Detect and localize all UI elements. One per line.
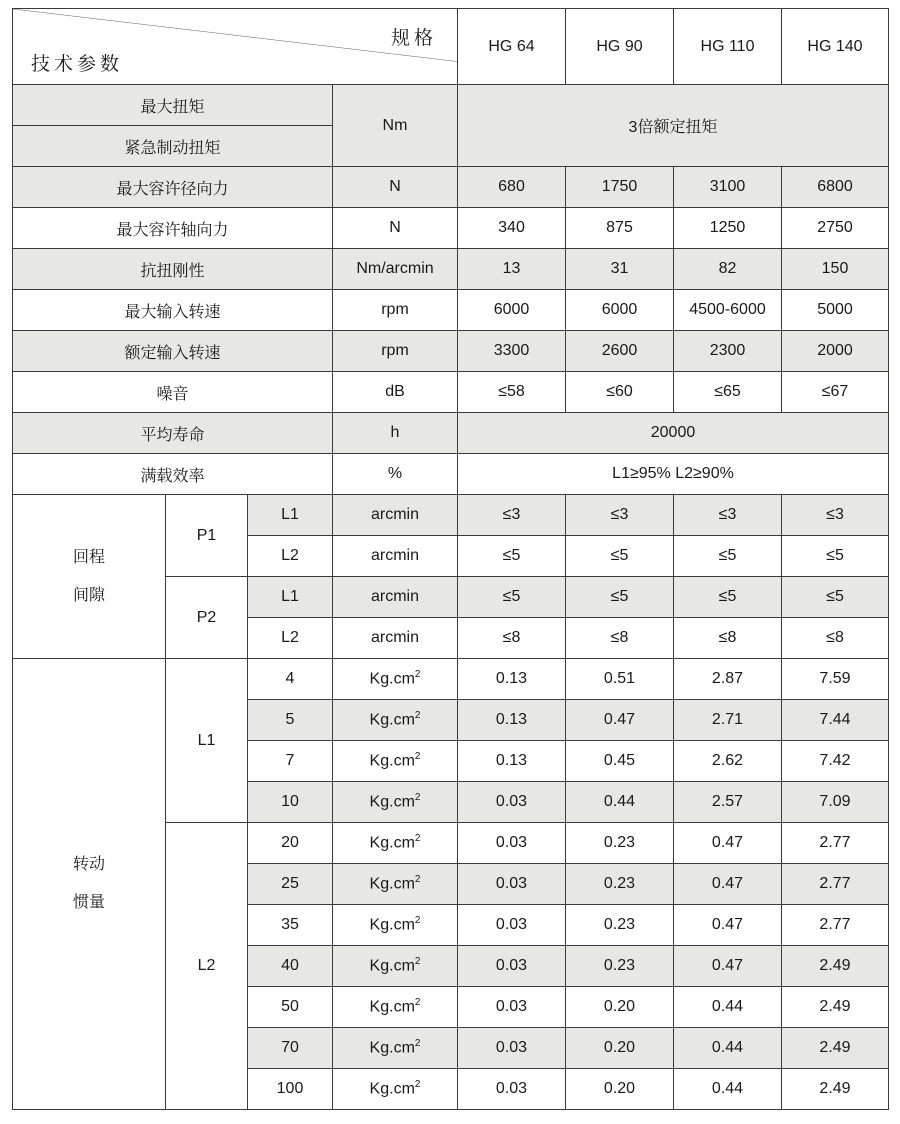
param-value: ≤3 <box>674 495 782 536</box>
ratio-label: 50 <box>248 987 333 1028</box>
param-name: 满载效率 <box>13 454 333 495</box>
unit-base: Kg.cm <box>369 916 415 934</box>
param-unit: arcmin <box>333 495 458 536</box>
unit-base: Kg.cm <box>369 793 415 811</box>
param-row <box>13 372 889 413</box>
param-unit: Nm <box>333 85 458 167</box>
param-value: 0.13 <box>458 700 566 741</box>
ratio-label: 25 <box>248 864 333 905</box>
param-value: ≤3 <box>458 495 566 536</box>
unit-sup: 2 <box>414 792 421 804</box>
unit-base: Kg.cm <box>369 752 415 770</box>
precision-label: P1 <box>166 495 248 577</box>
param-unit <box>333 905 458 946</box>
param-unit: arcmin <box>333 577 458 618</box>
param-value: 20000 <box>458 413 889 454</box>
ratio-label: 10 <box>248 782 333 823</box>
param-value: 2.49 <box>782 1028 889 1069</box>
param-value: 0.51 <box>566 659 674 700</box>
param-value: 0.20 <box>566 987 674 1028</box>
param-name: 紧急制动扭矩 <box>13 126 333 167</box>
inertia-label <box>13 659 166 1110</box>
param-unit <box>333 659 458 700</box>
param-row <box>13 290 889 331</box>
param-unit <box>333 782 458 823</box>
stage-label: L1 <box>248 577 333 618</box>
param-row <box>13 249 889 290</box>
param-value: 0.23 <box>566 905 674 946</box>
param-value: ≤5 <box>674 536 782 577</box>
param-value: 2.77 <box>782 864 889 905</box>
param-value: 3100 <box>674 167 782 208</box>
param-unit: rpm <box>333 331 458 372</box>
param-value: ≤5 <box>674 577 782 618</box>
param-value: 2300 <box>674 331 782 372</box>
param-value: 150 <box>782 249 889 290</box>
param-value: 7.42 <box>782 741 889 782</box>
param-name: 最大容许轴向力 <box>13 208 333 249</box>
param-value: 0.03 <box>458 1028 566 1069</box>
param-value: 0.23 <box>566 946 674 987</box>
param-value: L1≥95% L2≥90% <box>458 454 889 495</box>
param-value: ≤3 <box>782 495 889 536</box>
param-value: 0.13 <box>458 741 566 782</box>
param-value: 2.77 <box>782 823 889 864</box>
param-value: 1750 <box>566 167 674 208</box>
param-value: ≤3 <box>566 495 674 536</box>
param-value: 2.87 <box>674 659 782 700</box>
unit-sup: 2 <box>414 997 421 1009</box>
param-row <box>13 167 889 208</box>
param-name: 抗扭刚性 <box>13 249 333 290</box>
unit-sup: 2 <box>414 1079 421 1091</box>
inertia-label-line2: 惯量 <box>72 894 105 911</box>
param-value: 7.59 <box>782 659 889 700</box>
param-value: 0.03 <box>458 864 566 905</box>
param-value: 31 <box>566 249 674 290</box>
param-value: ≤8 <box>674 618 782 659</box>
param-unit <box>333 823 458 864</box>
param-label: 技术参数 <box>31 54 124 75</box>
backlash-label <box>13 495 166 659</box>
param-value: 82 <box>674 249 782 290</box>
param-value: 0.44 <box>674 1028 782 1069</box>
param-value: ≤5 <box>566 536 674 577</box>
backlash-label-line2: 间隙 <box>72 586 105 604</box>
param-name: 噪音 <box>13 372 333 413</box>
param-unit: % <box>333 454 458 495</box>
param-unit <box>333 700 458 741</box>
stage-label: L2 <box>248 618 333 659</box>
param-unit <box>333 864 458 905</box>
param-value: 0.44 <box>674 1069 782 1110</box>
param-unit: h <box>333 413 458 454</box>
param-value: 3倍额定扭矩 <box>458 85 889 167</box>
param-value: 0.47 <box>674 946 782 987</box>
unit-sup: 2 <box>414 874 421 886</box>
param-value: 0.47 <box>674 905 782 946</box>
inertia-row <box>13 659 889 700</box>
param-value: ≤5 <box>458 577 566 618</box>
unit-base: Kg.cm <box>369 711 415 729</box>
unit-sup: 2 <box>414 1038 421 1050</box>
unit-sup: 2 <box>414 833 421 845</box>
param-value: ≤67 <box>782 372 889 413</box>
model-header: HG 110 <box>674 9 782 85</box>
param-value: ≤5 <box>566 577 674 618</box>
param-name: 最大扭矩 <box>13 85 333 126</box>
unit-sup: 2 <box>414 669 421 681</box>
unit-sup: 2 <box>414 956 421 968</box>
param-value: 0.23 <box>566 864 674 905</box>
param-value: ≤58 <box>458 372 566 413</box>
param-value: 0.47 <box>566 700 674 741</box>
param-value: 0.45 <box>566 741 674 782</box>
param-value: 2.62 <box>674 741 782 782</box>
param-value: 340 <box>458 208 566 249</box>
param-name: 最大输入转速 <box>13 290 333 331</box>
param-value: 2.71 <box>674 700 782 741</box>
param-unit <box>333 741 458 782</box>
param-value: 6000 <box>458 290 566 331</box>
param-value: 7.09 <box>782 782 889 823</box>
param-value: 5000 <box>782 290 889 331</box>
unit-sup: 2 <box>414 710 421 722</box>
param-value: 875 <box>566 208 674 249</box>
model-header: HG 64 <box>458 9 566 85</box>
model-header: HG 90 <box>566 9 674 85</box>
ratio-label: 35 <box>248 905 333 946</box>
spec-label: 规格 <box>390 28 437 49</box>
inertia-label-line1: 转动 <box>72 856 105 873</box>
param-value: 0.23 <box>566 823 674 864</box>
param-unit <box>333 1069 458 1110</box>
param-value: ≤8 <box>566 618 674 659</box>
param-value: ≤8 <box>458 618 566 659</box>
param-row <box>13 208 889 249</box>
param-value: 0.47 <box>674 823 782 864</box>
param-value: 2.49 <box>782 1069 889 1110</box>
param-name: 平均寿命 <box>13 413 333 454</box>
param-value: 680 <box>458 167 566 208</box>
ratio-label: 40 <box>248 946 333 987</box>
param-value: 0.03 <box>458 782 566 823</box>
param-value: 0.03 <box>458 987 566 1028</box>
param-unit <box>333 946 458 987</box>
param-value: 0.03 <box>458 946 566 987</box>
unit-sup: 2 <box>414 915 421 927</box>
stage-label: L2 <box>166 823 248 1110</box>
param-unit: arcmin <box>333 536 458 577</box>
param-value: 2750 <box>782 208 889 249</box>
param-value: 0.47 <box>674 864 782 905</box>
efficiency-row <box>13 454 889 495</box>
param-unit: arcmin <box>333 618 458 659</box>
param-value: 7.44 <box>782 700 889 741</box>
param-value: 2.49 <box>782 946 889 987</box>
ratio-label: 7 <box>248 741 333 782</box>
param-value: 2.77 <box>782 905 889 946</box>
ratio-label: 20 <box>248 823 333 864</box>
stage-label: L2 <box>248 536 333 577</box>
unit-base: Kg.cm <box>369 957 415 975</box>
unit-base: Kg.cm <box>369 670 415 688</box>
param-value: 3300 <box>458 331 566 372</box>
param-unit: rpm <box>333 290 458 331</box>
param-value: 6000 <box>566 290 674 331</box>
param-unit: N <box>333 208 458 249</box>
param-value: 0.20 <box>566 1069 674 1110</box>
ratio-label: 100 <box>248 1069 333 1110</box>
spec-table <box>12 8 889 1110</box>
param-value: 2600 <box>566 331 674 372</box>
precision-label: P2 <box>166 577 248 659</box>
param-unit <box>333 987 458 1028</box>
backlash-row <box>13 495 889 536</box>
param-value: ≤60 <box>566 372 674 413</box>
param-value: 0.13 <box>458 659 566 700</box>
param-unit: Nm/arcmin <box>333 249 458 290</box>
param-value: 2000 <box>782 331 889 372</box>
param-value: ≤65 <box>674 372 782 413</box>
param-value: 6800 <box>782 167 889 208</box>
param-value: 1250 <box>674 208 782 249</box>
unit-base: Kg.cm <box>369 1039 415 1057</box>
param-value: ≤5 <box>782 577 889 618</box>
backlash-label-line1: 回程 <box>72 548 105 566</box>
param-row <box>13 331 889 372</box>
param-value: 0.44 <box>674 987 782 1028</box>
param-value: 2.49 <box>782 987 889 1028</box>
param-value: 4500-6000 <box>674 290 782 331</box>
unit-base: Kg.cm <box>369 1080 415 1098</box>
unit-base: Kg.cm <box>369 998 415 1016</box>
unit-base: Kg.cm <box>369 834 415 852</box>
param-value: ≤5 <box>782 536 889 577</box>
model-header: HG 140 <box>782 9 889 85</box>
param-name: 额定输入转速 <box>13 331 333 372</box>
param-value: 0.20 <box>566 1028 674 1069</box>
param-value: 0.44 <box>566 782 674 823</box>
param-unit: dB <box>333 372 458 413</box>
param-value: ≤5 <box>458 536 566 577</box>
stage-label: L1 <box>166 659 248 823</box>
param-value: 0.03 <box>458 823 566 864</box>
corner-header-cell <box>13 9 458 85</box>
ratio-label: 5 <box>248 700 333 741</box>
unit-base: Kg.cm <box>369 875 415 893</box>
life-row <box>13 413 889 454</box>
param-name: 最大容许径向力 <box>13 167 333 208</box>
ratio-label: 4 <box>248 659 333 700</box>
stage-label: L1 <box>248 495 333 536</box>
param-unit: N <box>333 167 458 208</box>
param-value: 2.57 <box>674 782 782 823</box>
unit-sup: 2 <box>414 751 421 763</box>
param-value: 0.03 <box>458 905 566 946</box>
param-value: 13 <box>458 249 566 290</box>
param-value: 0.03 <box>458 1069 566 1110</box>
torque-row <box>13 85 889 126</box>
ratio-label: 70 <box>248 1028 333 1069</box>
header-row <box>13 9 889 85</box>
param-unit <box>333 1028 458 1069</box>
param-value: ≤8 <box>782 618 889 659</box>
